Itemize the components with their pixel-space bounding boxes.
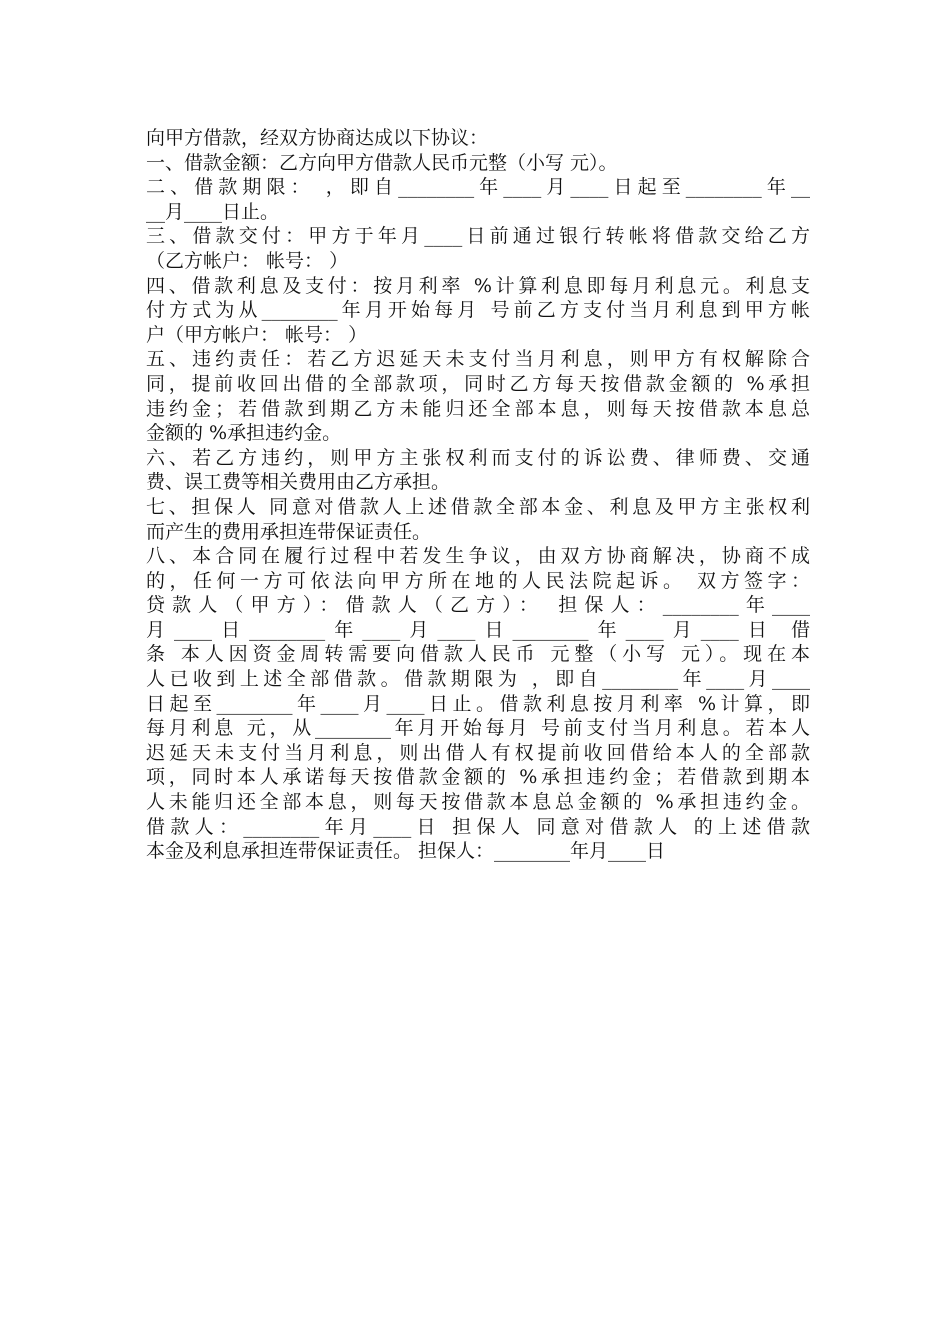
text-line: 金额的 %承担违约金。	[146, 422, 342, 445]
text-line: 每月利息 元，从________年月开始每月 号前支付当月利息。若本人	[146, 717, 810, 740]
text-line: 月____日________年____月____日________年____月____日 借	[146, 618, 810, 641]
text-line: 而产生的费用承担连带保证责任。	[146, 520, 432, 543]
text-line: 的，任何一方可依法向甲方所在地的人民法院起诉。 双方签字：	[146, 569, 810, 592]
text-line: 七、担保人 同意对借款人上述借款全部本金、利息及甲方主张权利	[146, 495, 810, 518]
text-line: 同，提前收回出借的全部款项，同时乙方每天按借款金额的 %承担	[146, 372, 810, 395]
contract-body	[146, 126, 810, 864]
text-line: 费、误工费等相关费用由乙方承担。	[146, 471, 451, 494]
text-line: 八、本合同在履行过程中若发生争议，由双方协商解决，协商不成	[146, 545, 810, 568]
text-line: 条 本人因资金周转需要向借款人民币 元整（小写 元）。现在本	[146, 643, 810, 666]
text-line: 本金及利息承担连带保证责任。 担保人：________年月____日	[146, 840, 666, 863]
text-line: 六、若乙方违约，则甲方主张权利而支付的诉讼费、律师费、交通	[146, 446, 810, 469]
text-line: 日起至________年____月____日止。借款利息按月利率 %计算，即	[146, 692, 810, 715]
text-line: （乙方帐户： 帐号： ）	[146, 249, 349, 272]
text-line: 二、借款期限： ，即自________年____月____日起至________年__	[146, 176, 810, 199]
text-line: 向甲方借款，经双方协商达成以下协议：	[146, 127, 489, 149]
text-line: 项，同时本人承诺每天按借款金额的 %承担违约金；若借款到期本	[146, 766, 810, 789]
text-line: 四、借款利息及支付：按月利率 %计算利息即每月利息元。利息支	[146, 274, 810, 297]
text-line: 户（甲方帐户： 帐号： ）	[146, 323, 368, 346]
text-line: 一、借款金额：乙方向甲方借款人民币元整（小写 元）。	[146, 151, 618, 174]
text-line: 人已收到上述全部借款。借款期限为 ，即自________年____月____	[146, 668, 810, 691]
text-line: 迟延天未支付当月利息，则出借人有权提前收回借给本人的全部款	[146, 741, 810, 764]
text-line: 人未能归还全部本息，则每天按借款本息总金额的 %承担违约金。	[146, 791, 810, 814]
text-line: 五、违约责任：若乙方迟延天未支付当月利息，则甲方有权解除合	[146, 348, 810, 371]
text-line: 付方式为从________年月开始每月 号前乙方支付当月利息到甲方帐	[146, 299, 810, 322]
text-line: __月____日止。	[146, 200, 280, 223]
text-line: 贷款人（甲方）：借款人（乙方）： 担保人：________年____	[146, 594, 810, 617]
text-line: 违约金；若借款到期乙方未能归还全部本息，则每天按借款本息总	[146, 397, 810, 420]
text-line: 借款人：________年月____日 担保人 同意对借款人 的上述借款	[146, 815, 810, 838]
text-line: 三、借款交付：甲方于年月____日前通过银行转帐将借款交给乙方	[146, 225, 810, 248]
